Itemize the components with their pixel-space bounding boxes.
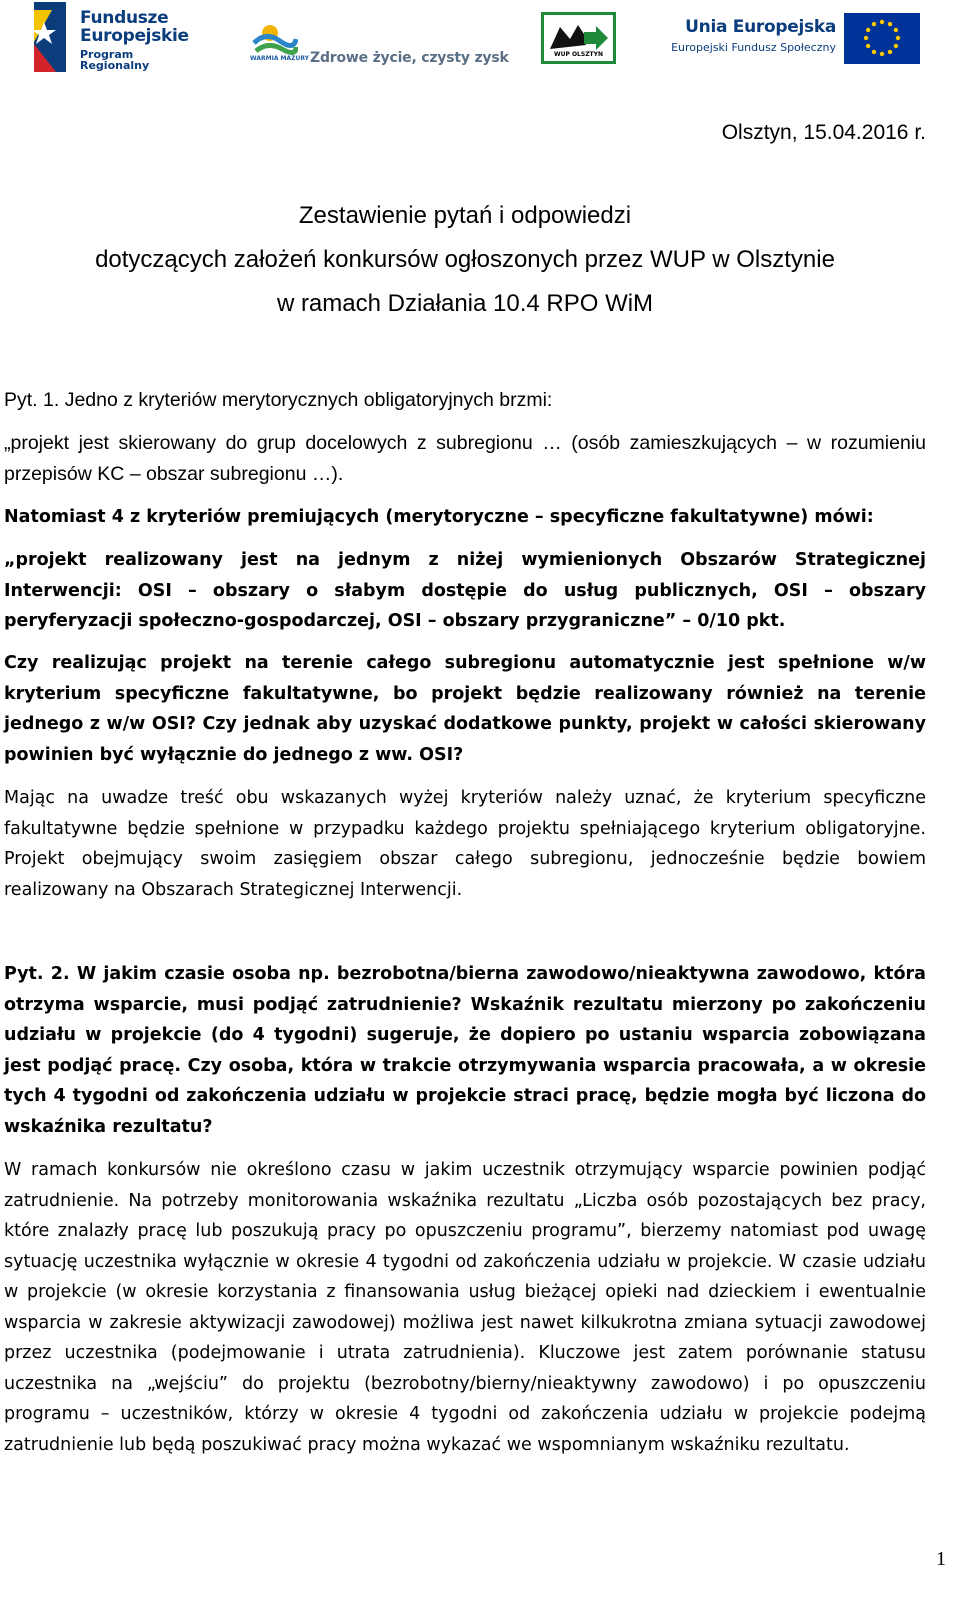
- warmia-mazury-logo: [250, 14, 509, 68]
- answer-1: Mając na uwadze treść obu wskazanych wyżej kryteriów należy uznać, że kryterium specyficzne fakultatywne będzie spełnione w przypadku każdego projektu spełniającego kryterium obligatoryjne. Projekt obejmujący swoim zasięgiem obszar całego subregionu, jednocześnie będzie bowiem realizowany na Obszarach Strategicznej Interwencji.: [4, 788, 926, 900]
- fundusze-line2: Europejskie: [80, 26, 189, 46]
- fundusze-europejskie-emblem-icon: [30, 2, 70, 72]
- wup-olsztyn-logo: [541, 12, 616, 64]
- warmia-caption: WARMIA MAZURY: [250, 55, 310, 62]
- question-1-second-criterion: Natomiast 4 z kryteriów premiujących (merytoryczne – specyficzne fakultatywne) mówi:: [4, 507, 874, 527]
- document-date: Olsztyn, 15.04.2016 r.: [721, 121, 926, 144]
- unia-europejska-text: [666, 19, 836, 53]
- title-line: Zestawienie pytań i odpowiedzi: [298, 202, 632, 229]
- title-line: w ramach Działania 10.4 RPO WiM: [276, 290, 654, 317]
- page-number: 1: [936, 1548, 946, 1570]
- warmia-slogan: Zdrowe życie, czysty zysk: [310, 50, 509, 66]
- wup-caption: WUP OLSZTYN: [553, 51, 604, 58]
- fundusze-line1: Fundusze: [80, 8, 169, 28]
- logo-band: [0, 0, 960, 84]
- document-title: [0, 194, 930, 326]
- eu-line1: Unia Europejska: [685, 17, 836, 37]
- title-line: dotyczących założeń konkursów ogłoszonych przez WUP w Olsztynie: [95, 246, 835, 273]
- eu-line2: Europejski Fundusz Społeczny: [671, 41, 836, 54]
- fundusze-line3: Program Regionalny: [80, 48, 150, 72]
- question-2-text: Pyt. 2. W jakim czasie osoba np. bezrobotna/bierna zawodowo/nieaktywna zawodowo, która otrzyma wsparcie, musi podjąć zatrudnienie? Wskaźnik rezultatu mierzony po zakończeniu udziału w projekcie (do 4 tygodni) sugeruje, że dopiero po ustaniu wsparcia zobowiązana jest podjąć pracę. Czy osoba, która w trakcie otrzymywania wsparcia pracowała, a w okresie tych 4 tygodni od zakończenia udziału w projekcie straci pracę, będzie mogła być liczona do wskaźnika rezultatu?: [4, 964, 926, 1137]
- question-1-second-criterion-quote: „projekt realizowany jest na jednym z niżej wymienionych Obszarów Strategicznej Interwencji: OSI – obszary o słabym dostępie do usług publicznych, OSI – obszary peryferyzacji społeczno-gospodarczej, OSI – obszary przygraniczne” – 0/10 pkt.: [4, 550, 926, 631]
- fundusze-europejskie-logo: [30, 2, 200, 72]
- question-1-text: Czy realizując projekt na terenie całego subregionu automatycznie jest spełnione w/w kryterium specyficzne fakultatywne, bo projekt będzie realizowany również na terenie jednego z w/w OSI? Czy jednak aby uzyskać dodatkowe punkty, projekt w całości skierowany powinien być wyłącznie do jednego z ww. OSI?: [4, 653, 926, 765]
- question-1-intro: Pyt. 1. Jedno z kryteriów merytorycznych obligatoryjnych brzmi:: [4, 389, 553, 411]
- answer-2: W ramach konkursów nie określono czasu w jakim uczestnik otrzymujący wsparcie powinien podjąć zatrudnienie. Na potrzeby monitorowania wskaźnika rezultatu „Liczba osób pozostających bez pracy, które znalazły pracę lub poszukują pracy po opuszczeniu programu”, bierzemy natomiast pod uwagę sytuację uczestnika wyłącznie w okresie 4 tygodni od zakończenia udziału w projekcie. W czasie udziału w projekcie (w okresie korzystania z finansowania usług bieżącej opieki nad dzieckiem i ewentualnie wsparcia w zakresie aktywizacji zawodowej) możliwa jest nawet kilkukrotna zmiana sytuacji zawodowej przez uczestnika (podejmowanie i utrata zatrudnienia). Kluczowe jest zatem porównanie statusu uczestnika na „wejściu” do projektu (bezrobotny/bierny/nieaktywny zawodowo) i po opuszczeniu programu – uczestników, którzy w okresie 4 tygodni od zakończenia udziału w projekcie podejmą zatrudnienie lub będą poszukiwać pracy można wykazać we wspomnianym wskaźniku rezultatu.: [4, 1160, 926, 1455]
- eu-flag-icon: [844, 13, 920, 64]
- question-1-criterion-quote: „projekt jest skierowany do grup docelowych z subregionu … (osób zamieszkujących – w rozumieniu przepisów KC – obszar subregionu …).: [4, 432, 926, 485]
